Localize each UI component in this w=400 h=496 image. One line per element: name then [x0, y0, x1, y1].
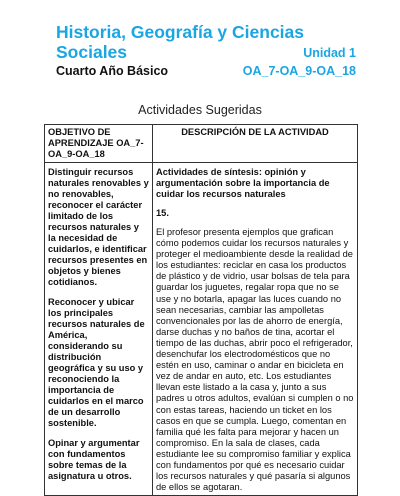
objective-column-header: OBJETIVO DE APRENDIZAJE OA_7-OA_9-OA_18 — [45, 125, 153, 163]
objectives-cell — [45, 163, 153, 496]
oa-codes: OA_7-OA_9-OA_18 — [242, 64, 356, 78]
unit-label: Unidad 1 — [303, 46, 356, 60]
activity-number: 15. — [156, 208, 169, 218]
objective-item: Opinar y argumentar con fundamentos sobre temas de la asignatura u otros. — [48, 438, 140, 481]
title-row — [56, 42, 356, 62]
subject-title-line-2: Sociales — [56, 42, 128, 62]
objective-item: Distinguir recursos naturales renovables y no renovables, reconocer el carácter limitado de los recursos naturales y la necesidad de cuidarlos, e identificar recursos presentes en objetos y bienes cotidianos. — [48, 167, 149, 287]
activity-body: El profesor presenta ejemplos que grafican cómo podemos cuidar los recursos naturales y proteger el medioambiente desde la realidad de los estudiantes: reciclar en casa los productos de plástico y de vidrio, usar bolsas de tela para guardar los juguetes, regalar ropa que no se use y no botarla, apagar las luces cuando no sean necesarias, cambiar las ampolletas convencionales por las de ahorro de energía, darse duchas y no baños de tina, acortar el tiempo de las duchas, abrir poco el refrigerador, desenchufar los electrodomésticos que no estén en uso, caminar o andar en bicicleta en vez de andar en auto, etc. Los estudiantes llevan este listado a la casa y, junto a sus padres u otros adultos, evalúan si cumplen o no con estas tareas, haciendo un ticket en los casos en que se cumpla. Luego, comentan en familia qué les falta para mejorar y hacen un compromiso. En la sala de clases, cada estudiante lee su compromiso familiar y explica con fundamentos por qué es necesario cuidar los recursos naturales y qué pasaría si algunos de ellos se agotaran. — [156, 227, 354, 493]
activity-description-cell — [153, 163, 358, 496]
description-column-header: DESCRIPCIÓN DE LA ACTIVIDAD — [153, 125, 358, 163]
subject-title-line-1: Historia, Geografía y Ciencias — [56, 22, 305, 42]
section-title: Actividades Sugeridas — [138, 103, 262, 117]
activity-title: Actividades de síntesis: opinión y argumentación sobre la importancia de cuidar los recursos naturales — [156, 167, 330, 199]
table-header-row — [45, 125, 358, 163]
table-row — [45, 163, 358, 496]
grade-row — [56, 64, 356, 78]
activities-table — [44, 124, 358, 496]
document-header — [56, 22, 356, 78]
objective-item: Reconocer y ubicar los principales recursos naturales de América, considerando su distribución geográfica y su uso y reconociendo la importancia de cuidarlos en el marco de un desarrollo sostenible. — [48, 297, 145, 428]
grade-label: Cuarto Año Básico — [56, 64, 169, 78]
